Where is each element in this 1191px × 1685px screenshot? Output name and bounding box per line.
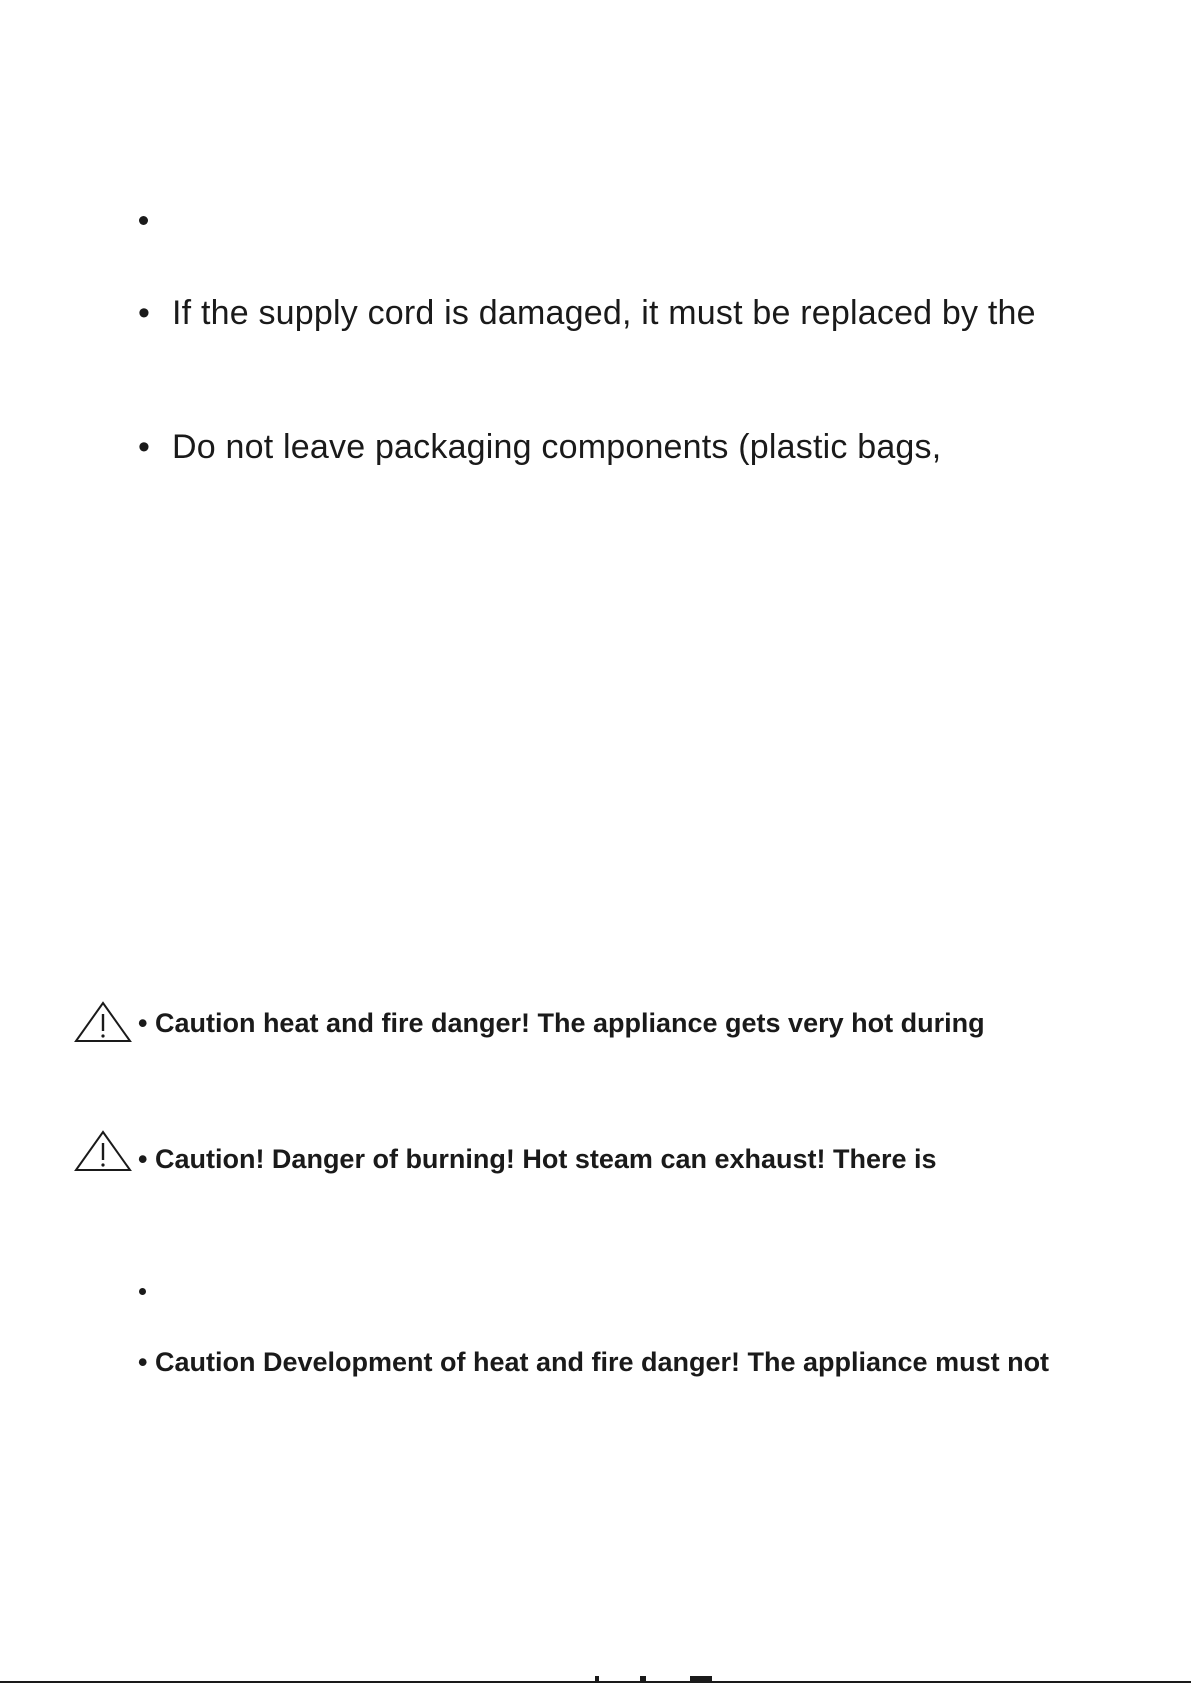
bottom-divider bbox=[0, 1681, 1191, 1683]
warning-triangle-icon bbox=[74, 1001, 132, 1043]
caution-development-line: • Caution Development of heat and fire danger! The appliance must not bbox=[138, 1347, 1050, 1377]
bullet-dot-icon bbox=[139, 216, 148, 225]
supply-cord-text: If the supply cord is damaged, it must be replaced by the bbox=[172, 294, 1036, 332]
bullet-glyph: • bbox=[138, 294, 151, 332]
cropped-text-fragment bbox=[595, 1676, 599, 1681]
supply-cord-line bbox=[138, 293, 1036, 333]
packaging-text: Do not leave packaging components (plastic bags, bbox=[172, 428, 942, 466]
bullet-dot-icon bbox=[139, 1288, 146, 1295]
warning-triangle-icon bbox=[74, 1130, 132, 1172]
caution-heat-fire-line: • Caution heat and fire danger! The appliance gets very hot during bbox=[138, 1008, 985, 1038]
cropped-text-fragment bbox=[690, 1676, 712, 1681]
caution-burning-line: • Caution! Danger of burning! Hot steam can exhaust! There is bbox=[138, 1144, 937, 1174]
cropped-text-fragment bbox=[640, 1676, 646, 1681]
packaging-line bbox=[138, 427, 941, 467]
bullet-glyph: • bbox=[138, 428, 151, 466]
